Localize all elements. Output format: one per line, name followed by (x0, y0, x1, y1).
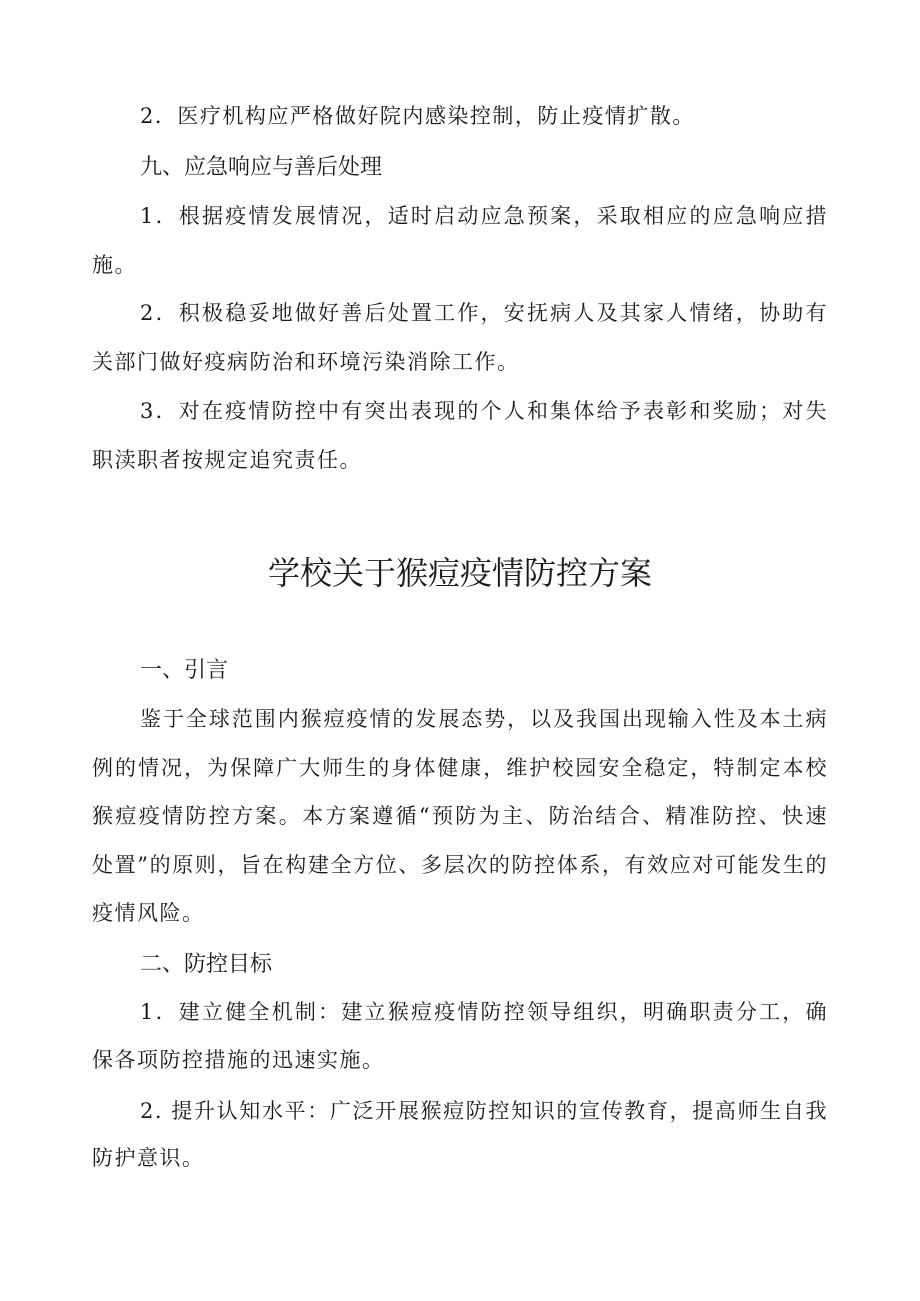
prev-item-2: 2．医疗机构应严格做好院内感染控制，防止疫情扩散。 (140, 104, 695, 128)
intro-line-4: 处置”的原则，旨在构建全方位、多层次的防控体系，有效应对可能发生的 (92, 853, 828, 877)
prev-item-2b-line-1: 2．积极稳妥地做好善后处置工作，安抚病人及其家人情绪，协助有 (140, 301, 828, 325)
intro-line-2: 例的情况，为保障广大师生的身体健康，维护校园安全稳定，特制定本校 (92, 756, 828, 780)
section-heading-emergency-response: 九、应急响应与善后处理 (140, 155, 383, 180)
intro-line-5: 疫情风险。 (92, 901, 205, 925)
prev-item-2b-line-2: 关部门做好疫病防治和环境污染消除工作。 (92, 350, 520, 374)
prev-item-3-line-1: 3．对在疫情防控中有突出表现的个人和集体给予表彰和奖励；对失 (140, 399, 828, 423)
prev-item-3-line-2: 职渎职者按规定追究责任。 (92, 448, 362, 472)
goal-item-2-line-1: 2. 提升认知水平：广泛开展猴痘防控知识的宣传教育，提高师生自我 (140, 1099, 828, 1123)
goal-item-1-line-2: 保各项防控措施的迅速实施。 (92, 1048, 385, 1072)
intro-line-3: 猴痘疫情防控方案。本方案遵循“预防为主、防治结合、精准防控、快速 (92, 804, 828, 828)
prev-item-1-line-2: 施。 (92, 253, 137, 277)
section-heading-goals: 二、防控目标 (140, 952, 273, 977)
prev-item-1-line-1: 1．根据疫情发展情况，适时启动应急预案，采取相应的应急响应措 (140, 204, 828, 228)
section-heading-introduction: 一、引言 (140, 658, 229, 683)
intro-line-1: 鉴于全球范围内猴痘疫情的发展态势，以及我国出现输入性及本土病 (140, 707, 828, 731)
document-title: 学校关于猴痘疫情防控方案 (267, 554, 652, 592)
goal-item-2-line-2: 防护意识。 (92, 1146, 205, 1170)
goal-item-1-line-1: 1．建立健全机制：建立猴痘疫情防控领导组织，明确职责分工，确 (140, 1000, 828, 1024)
